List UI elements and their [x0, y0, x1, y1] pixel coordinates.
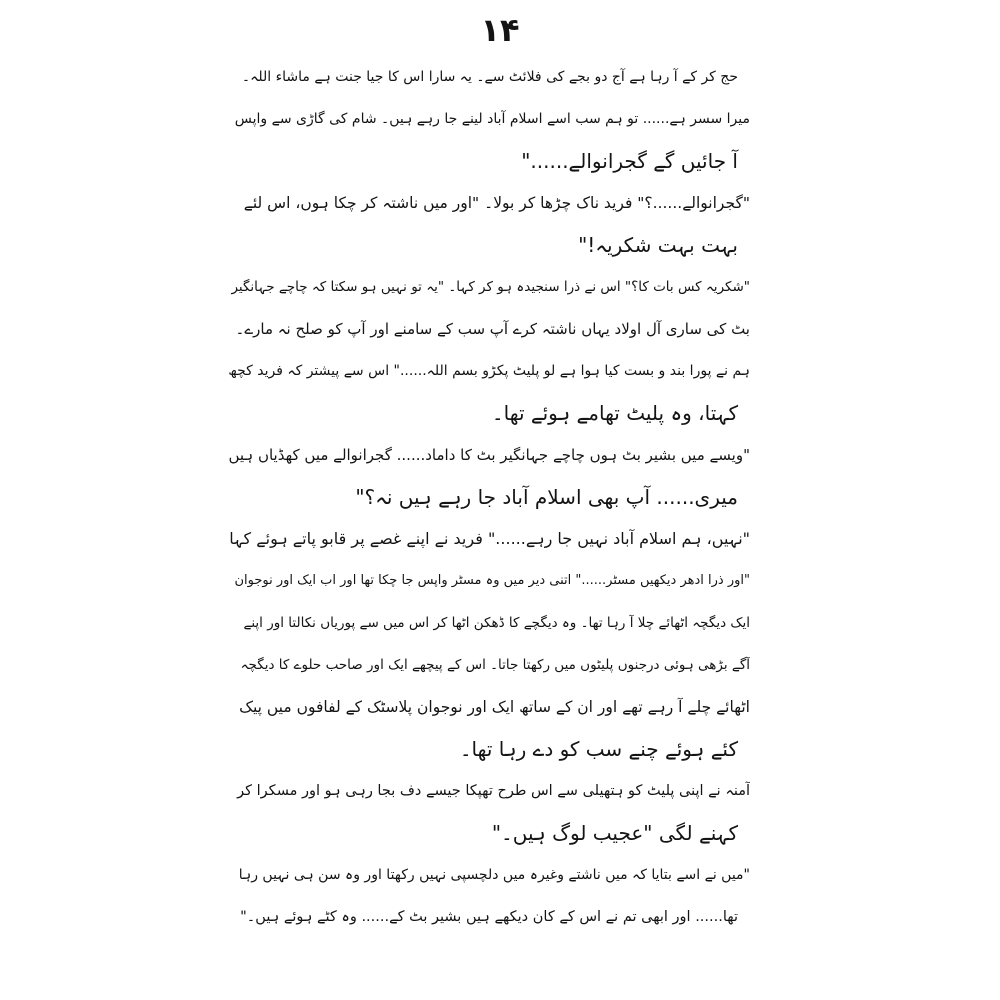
- page-number: ۱۴: [480, 11, 520, 49]
- text-line: "شکریہ کس بات کا؟" اس نے ذرا سنجیدہ ہو کر کہا۔ "یہ تو نہیں ہو سکتا کہ چاچے جہانگیر: [231, 279, 750, 295]
- text-line: ایک دیگچہ اٹھائے چلا آ رہا تھا۔ وہ دیگچے کا ڈھکن اٹھا کر اس میں سے پوریاں نکالتا اور اپنے: [243, 615, 750, 631]
- text-line: بٹ کی ساری آل اولاد یہاں ناشتہ کرے آپ سب کے سامنے اور آپ کو صلح نہ مارے۔: [235, 320, 750, 338]
- text-line: آمنہ نے اپنی پلیٹ کو ہتھیلی سے اس طرح تھپکا جیسے دف بجا رہی ہو اور مسکرا کر: [237, 783, 750, 799]
- text-line: کہنے لگی "عجیب لوگ ہیں۔": [491, 821, 738, 845]
- text-line: کہتا، وہ پلیٹ تھامے ہوئے تھا۔: [491, 401, 738, 425]
- text-line: ہم نے پورا بند و بست کیا ہوا ہے لو پلیٹ پکڑو بسم اللہ......" اس سے پیشتر کہ فرید کچھ: [228, 363, 750, 379]
- text-line: میرا سسر ہے...... تو ہم سب اسے اسلام آباد لینے جا رہے ہیں۔ شام کی گاڑی سے واپس: [234, 111, 750, 127]
- text-line: "میں نے اسے بتایا کہ میں ناشتے وغیرہ میں دلچسپی نہیں رکھتا اور وہ سن ہی نہیں رہا: [238, 867, 750, 883]
- text-line: میری...... آپ بھی اسلام آباد جا رہے ہیں نہ؟": [355, 485, 738, 509]
- text-line: کئے ہوئے چنے سب کو دے رہا تھا۔: [459, 737, 738, 761]
- page-body-text: [228, 56, 750, 938]
- text-line: اٹھائے چلے آ رہے تھے اور ان کے ساتھ ایک اور نوجوان پلاسٹک کے لفافوں میں پیک: [239, 698, 750, 716]
- text-line: آگے بڑھی ہوئی درجنوں پلیٹوں میں رکھتا جاتا۔ اس کے پیچھے ایک اور صاحب حلوے کا دیگچہ: [240, 657, 750, 673]
- text-line: "نہیں، ہم اسلام آباد نہیں جا رہے......" فرید نے اپنے غصے پر قابو پاتے ہوئے کہا: [229, 529, 750, 548]
- text-line: بہت بہت شکریہ!": [578, 233, 738, 257]
- text-line: "گجرانوالے......؟" فرید ناک چڑھا کر بولا۔ "اور میں ناشتہ کر چکا ہوں، اس لئے: [243, 194, 750, 212]
- text-line: آ جائیں گے گجرانوالے......": [521, 149, 738, 173]
- text-line: تھا...... اور ابھی تم نے اس کے کان دیکھے ہیں بشیر بٹ کے...... وہ کٹے ہوئے ہیں۔": [240, 909, 738, 925]
- text-line: حج کر کے آ رہا ہے آج دو بجے کی فلائٹ سے۔ یہ سارا اس کا جیا جنت ہے ماشاء اللہ۔: [241, 69, 738, 85]
- text-line: "اور ذرا ادھر دیکھیں مسٹر......" اتنی دیر میں وہ مسٹر واپس جا چکا تھا اور اب ایک اور نوجوان: [234, 573, 750, 588]
- text-line: "ویسے میں بشیر بٹ ہوں چاچے جہانگیر بٹ کا داماد...... گجرانوالے میں کھڈیاں ہیں: [228, 446, 750, 464]
